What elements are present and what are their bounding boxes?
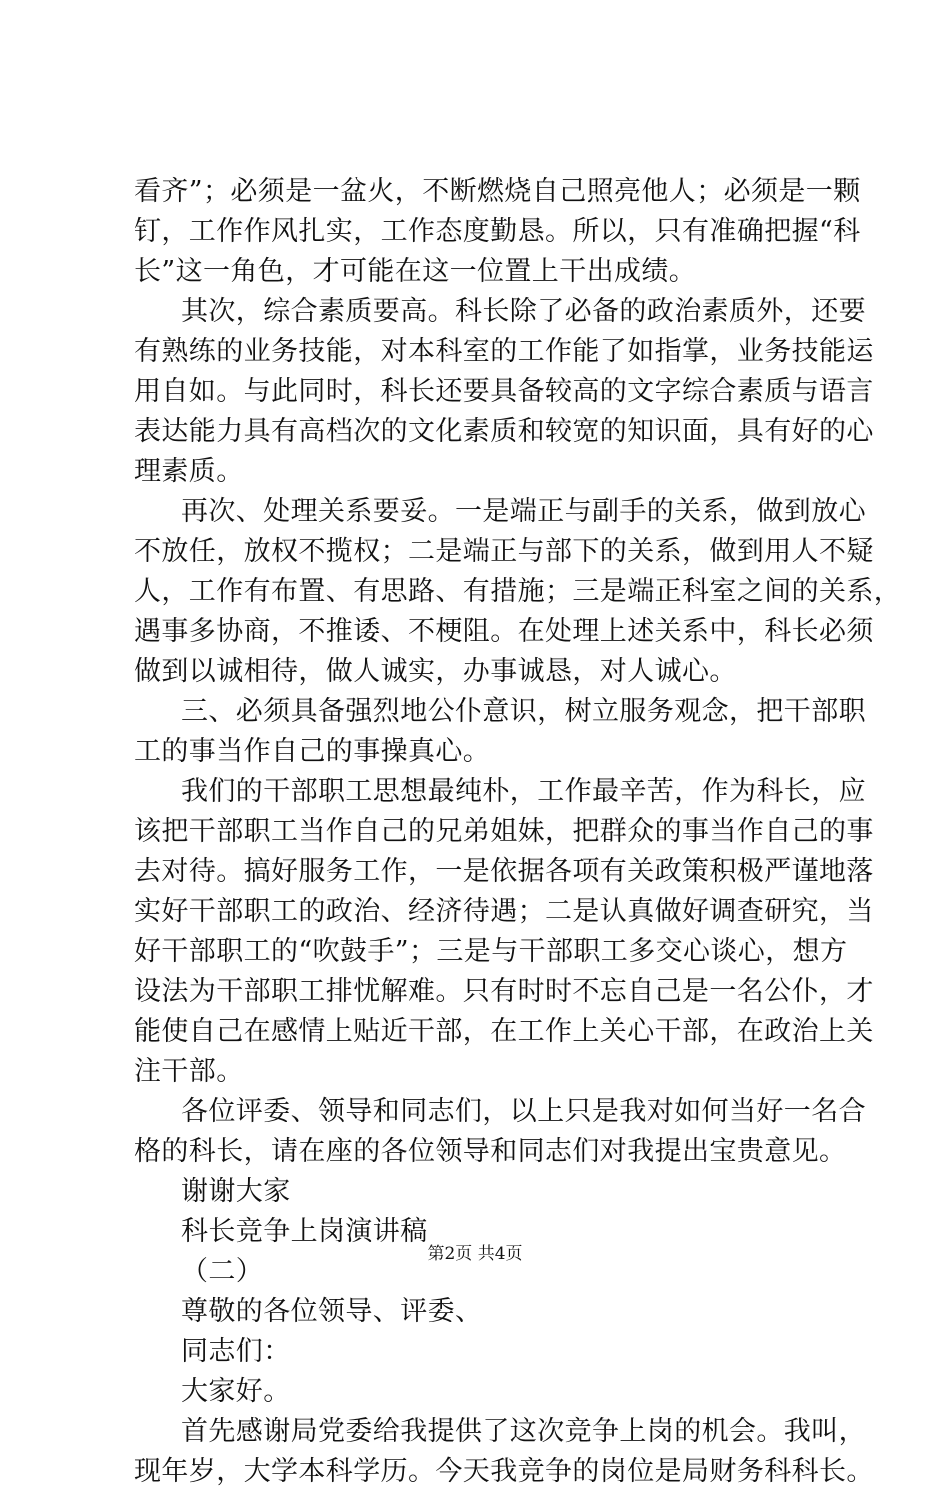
text-line: 注干部。 (134, 1056, 244, 1087)
page-number-label: 第2页 共4页 (427, 1244, 523, 1264)
document-body (134, 172, 902, 1492)
text-line: 不放任，放权不揽权；二是端正与部下的关系，做到用人不疑 (134, 536, 874, 567)
text-line: 再次、处理关系要妥。一是端正与副手的关系，做到放心 (181, 496, 866, 527)
text-line: 谢谢大家 (181, 1176, 291, 1207)
text-line: 现年岁，大学本科学历。今天我竞争的岗位是局财务科科长。 (134, 1456, 874, 1487)
text-line: 格的科长，请在座的各位领导和同志们对我提出宝贵意见。 (134, 1136, 847, 1167)
text-line: 我们的干部职工思想最纯朴，工作最辛苦，作为科长，应 (181, 776, 866, 807)
text-line: 实好干部职工的政治、经济待遇；二是认真做好调查研究，当 (134, 896, 874, 927)
text-line: 工的事当作自己的事操真心。 (134, 736, 491, 767)
text-line: 做到以诚相待，做人诚实，办事诚恳，对人诚心。 (134, 656, 737, 687)
text-line: （二） (181, 1256, 264, 1287)
text-line: 该把干部职工当作自己的兄弟姐妹，把群众的事当作自己的事 (134, 816, 874, 847)
text-line: 其次，综合素质要高。科长除了必备的政治素质外，还要 (181, 296, 866, 327)
text-line: 表达能力具有高档次的文化素质和较宽的知识面，具有好的心 (134, 416, 874, 447)
text-line: 长”这一角色，才可能在这一位置上干出成绩。 (134, 256, 697, 287)
text-line: 能使自己在感情上贴近干部，在工作上关心干部，在政治上关 (134, 1016, 874, 1047)
text-line: 科长竞争上岗演讲稿 (181, 1216, 428, 1247)
text-line: 同志们： (181, 1336, 291, 1367)
text-line: 用自如。与此同时，科长还要具备较高的文字综合素质与语言 (134, 376, 874, 407)
text-line: 设法为干部职工排忧解难。只有时时不忘自己是一名公仆，才 (134, 976, 874, 1007)
text-line: 大家好。 (181, 1376, 291, 1407)
text-line: 首先感谢局党委给我提供了这次竞争上岗的机会。我叫， (181, 1416, 866, 1447)
page-footer (0, 1242, 950, 1266)
text-line: 遇事多协商，不推诿、不梗阻。在处理上述关系中，科长必须 (134, 616, 874, 647)
text-line: 三、必须具备强烈地公仆意识，树立服务观念，把干部职 (181, 696, 866, 727)
text-line: 好干部职工的“吹鼓手”；三是与干部职工多交心谈心，想方 (134, 936, 848, 967)
text-line: 钉，工作作风扎实，工作态度勤恳。所以，只有准确把握“科 (134, 216, 861, 247)
text-line: 理素质。 (134, 456, 244, 487)
text-line: 人，工作有布置、有思路、有措施；三是端正科室之间的关系， (134, 576, 902, 607)
text-line: 有熟练的业务技能，对本科室的工作能了如指掌，业务技能运 (134, 336, 874, 367)
text-line: 去对待。搞好服务工作，一是依据各项有关政策积极严谨地落 (134, 856, 874, 887)
text-line: 看齐”；必须是一盆火，不断燃烧自己照亮他人；必须是一颗 (134, 176, 861, 207)
text-line: 各位评委、领导和同志们，以上只是我对如何当好一名合 (181, 1096, 866, 1127)
text-line: 尊敬的各位领导、评委、 (181, 1296, 483, 1327)
